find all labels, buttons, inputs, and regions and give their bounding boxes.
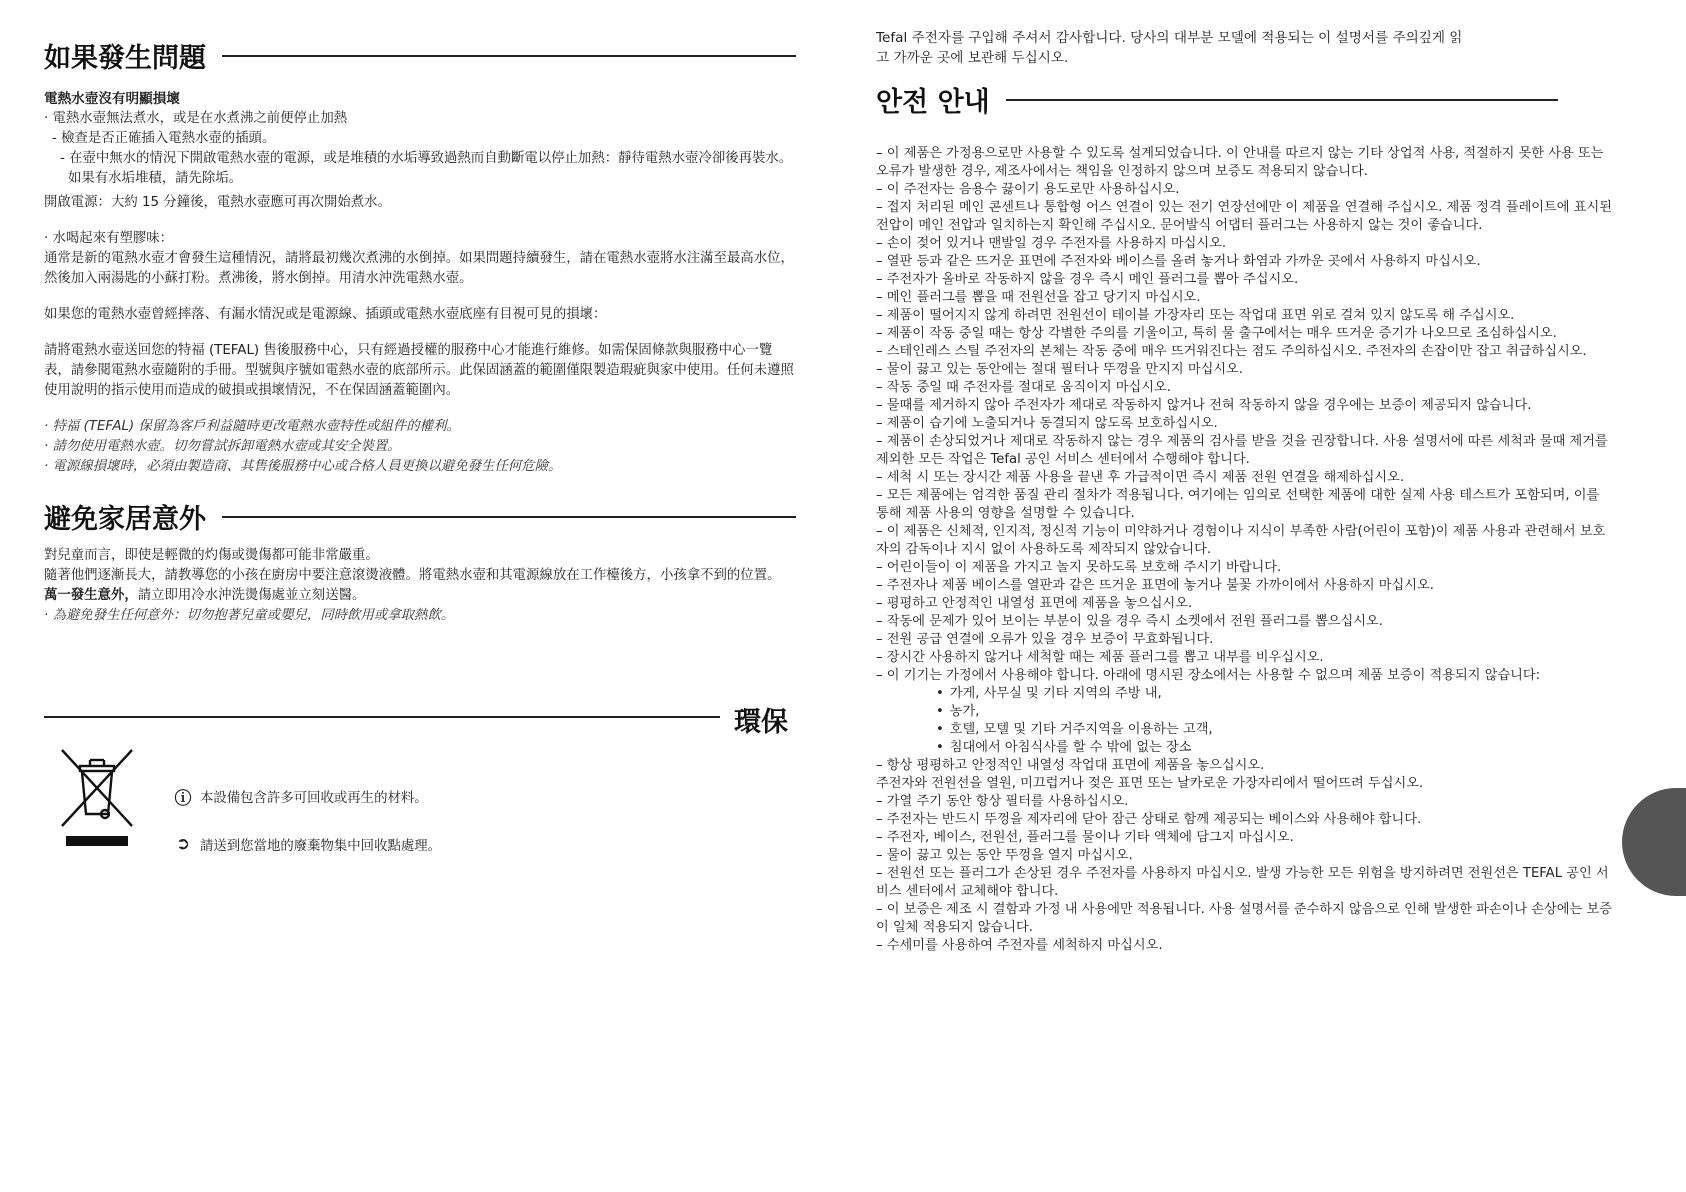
- arrow-right-icon: ➲: [175, 834, 191, 854]
- note: · 請勿使用電熱水壺。切勿嘗試拆卸電熱水壺或其安全裝置。: [44, 439, 401, 454]
- safety-item: – 모든 제품에는 엄격한 품질 관리 절차가 적용됩니다. 여기에는 임의로 선택한 제품에 대한 실제 사용 테스트가 포함되며, 이를 통해 제품 사용의 영향을 설명할 수 있습니다.: [876, 488, 1600, 521]
- left-column: [44, 36, 796, 626]
- safety-item: – 물이 끓고 있는 동안에는 절대 필터나 뚜껑을 만지지 마십시오.: [876, 362, 1243, 377]
- safety-item: – 어린이들이 이 제품을 가지고 놀지 못하도록 보호해 주시기 바랍니다.: [876, 560, 1282, 575]
- safety-item: – 스테인레스 스틸 주전자의 본체는 작동 중에 매우 뜨거워진다는 점도 주의하십시오. 주전자의 손잡이만 잡고 취급하십시오.: [876, 344, 1587, 359]
- bold-lead: 萬一發生意外，: [44, 588, 138, 603]
- safety-list-2: [876, 757, 1616, 955]
- safety-item: – 이 제품은 가정용으로만 사용할 수 있도록 설계되었습니다. 이 안내를 따르지 않는 기타 상업적 사용, 적절하지 못한 사용 또는 오류가 발생한 경우, 제조사에서는 책임을 인정하지 않으며 보증도 적용되지 않습니다.: [876, 146, 1604, 179]
- intro-line: 고 가까운 곳에 보관해 두십시오.: [876, 50, 1069, 66]
- safety-item: – 제품이 작동 중일 때는 항상 각별한 주의를 기울이고, 특히 물 출구에서는 매우 뜨거운 증기가 나오므로 조심하십시오.: [876, 326, 1557, 341]
- intro-line: Tefal 주전자를 구입해 주셔서 감사합니다. 당사의 대부분 모델에 적용되는 이 설명서를 주의깊게 읽: [876, 30, 1463, 46]
- heading-rule: [222, 55, 796, 57]
- location-list: [876, 685, 1616, 757]
- env-title: 環保: [734, 707, 788, 738]
- paragraph: [44, 586, 796, 606]
- note: · 電源線損壞時，必須由製造商、其售後服務中心或合格人員更換以避免發生任何危險。: [44, 459, 562, 474]
- safety-item: 주전자와 전원선을 열원, 미끄럽거나 젖은 표면 또는 날카로운 가장자리에서 떨어뜨려 두십시오.: [876, 776, 1424, 791]
- safety-item: – 물이 끓고 있는 동안 뚜껑을 열지 마십시오.: [876, 848, 1133, 863]
- safety-title: 안전 안내: [876, 87, 990, 118]
- env-recyclable-line: [174, 784, 428, 809]
- location-bullet: • 침대에서 아침식사를 할 수 밖에 없는 장소: [876, 739, 1616, 757]
- info-icon: ⓘ: [174, 789, 192, 809]
- crossed-bin-icon: [60, 748, 134, 846]
- safety-item: – 제품이 떨어지지 않게 하려면 전원선이 테이블 가장자리 또는 작업대 표면 위로 걸쳐 있지 않도록 해 주십시오.: [876, 308, 1515, 323]
- location-bullet: • 가게, 사무실 및 기타 지역의 주방 내,: [876, 685, 1616, 703]
- safety-item: – 작동에 문제가 있어 보이는 부분이 있을 경우 즉시 소켓에서 전원 플러그를 뽑으십시오.: [876, 614, 1383, 629]
- safety-item: – 이 주전자는 음용수 끓이기 용도로만 사용하십시오.: [876, 182, 1180, 197]
- env-text: 請送到您當地的廢棄物集中回收點處理。: [200, 838, 442, 854]
- safety-item: – 주전자나 제품 베이스를 열판과 같은 뜨거운 표면에 놓거나 불꽃 가까이에서 사용하지 마십시오.: [876, 578, 1434, 593]
- safety-item: – 주전자는 반드시 뚜껑을 제자리에 닫아 잠근 상태로 함께 제공되는 베이스와 사용해야 합니다.: [876, 812, 1422, 827]
- safety-item: – 이 기기는 가정에서 사용해야 합니다. 아래에 명시된 장소에서는 사용할 수 없으며 제품 보증이 적용되지 않습니다:: [876, 668, 1541, 683]
- problems-heading: [44, 36, 796, 75]
- safety-item: – 전원 공급 연결에 오류가 있을 경우 보증이 무효화됩니다.: [876, 632, 1214, 647]
- location-bullet: • 농가,: [876, 703, 1616, 721]
- note: · 特福 (TEFAL) 保留為客戶利益隨時更改電熱水壺特性或組件的權利。: [44, 419, 460, 434]
- paragraph: · 電熱水壺無法煮水，或是在水煮沸之前便停止加熱: [44, 111, 348, 126]
- paragraph: 開啟電源：大約 15 分鐘後，電熱水壺應可再次開始煮水。: [44, 195, 391, 210]
- safety-item: – 메인 플러그를 뽑을 때 전원선을 잡고 당기지 마십시오.: [876, 290, 1201, 305]
- safety-item: – 제품이 손상되었거나 제대로 작동하지 않는 경우 제품의 검사를 받을 것을 권장합니다. 사용 설명서에 따른 세척과 물때 제거를 제외한 모든 작업은 Tefal 공인 서비스 센터에서 수행해야 합니다.: [876, 434, 1608, 467]
- safety-item: – 주전자가 올바로 작동하지 않을 경우 즉시 메인 플러그를 뽑아 주십시오.: [876, 272, 1299, 287]
- safety-item: – 주전자, 베이스, 전원선, 플러그를 물이나 기타 액체에 담그지 마십시오.: [876, 830, 1294, 845]
- env-disposal-line: [174, 834, 441, 854]
- safety-item: – 장시간 사용하지 않거나 세척할 때는 제품 플러그를 뽑고 내부를 비우십시오.: [876, 650, 1324, 665]
- accidents-heading: [44, 497, 796, 536]
- paragraph: 通常是新的電熱水壺才會發生這種情況，請將最初幾次煮沸的水倒掉。如果問題持續發生，請在電熱水壺將水注滿至最高水位，然後加入兩湯匙的小蘇打粉。煮沸後，將水倒掉。用清水沖洗電熱水壺。: [44, 251, 794, 286]
- env-text: 本設備包含許多可回收或再生的材料。: [200, 791, 428, 806]
- safety-item: – 제품이 습기에 노출되거나 동결되지 않도록 보호하십시오.: [876, 416, 1218, 431]
- paragraph: 對兒童而言，即使是輕微的灼傷或燙傷都可能非常嚴重。: [44, 548, 379, 563]
- heading-rule: [1006, 99, 1558, 101]
- safety-item: – 접지 처리된 메인 콘센트나 통합형 어스 연결이 있는 전기 연장선에만 이 제품을 연결해 주십시오. 제품 정격 플레이트에 표시된 전압이 메인 전압과 일치하는지 확인해 주십시오. 문어발식 어댑터 플러그는 사용하지 않는 것이 좋습니다.: [876, 200, 1612, 233]
- page-tab: [1622, 788, 1686, 896]
- safety-item: – 전원선 또는 플러그가 손상된 경우 주전자를 사용하지 마십시오. 발생 가능한 모든 위험을 방지하려면 전원선은 TEFAL 공인 서비스 센터에서 교체해야 합니다.: [876, 866, 1609, 899]
- safety-heading: [876, 80, 1558, 119]
- paragraph: · 水喝起來有塑膠味：: [44, 231, 174, 246]
- note: · 為避免發生任何意外：切勿抱著兒童或嬰兒，同時飲用或拿取熱飲。: [44, 608, 455, 623]
- problems-title: 如果發生問題: [44, 43, 206, 74]
- heading-rule: [222, 516, 796, 518]
- safety-item: – 이 제품은 신체적, 인지적, 정신적 기능이 미약하거나 경험이나 지식이 부족한 사람(어린이 포함)이 제품 사용과 관련해서 보호자의 감독이나 지시 없이 사용하도록 제작되지 않았습니다.: [876, 524, 1606, 557]
- safety-item: – 작동 중일 때 주전자를 절대로 움직이지 마십시오.: [876, 380, 1171, 395]
- safety-item: – 이 보증은 제조 시 결함과 가정 내 사용에만 적용됩니다. 사용 설명서를 준수하지 않음으로 인해 발생한 파손이나 손상에는 보증이 일체 적용되지 않습니다.: [876, 902, 1612, 935]
- accidents-title: 避免家居意外: [44, 504, 206, 535]
- paragraph: 請將電熱水壺送回您的特福 (TEFAL) 售後服務中心，只有經過授權的服務中心才能進行維修。如需保固條款與服務中心一覽表，請參閱電熱水壺隨附的手冊。型號與序號如電熱水壺的底部所示。此保固涵蓋的範圍僅限製造瑕疵與家中使用。任何未遵照使用說明的指示使用而造成的破損或損壞情況，不在保固涵蓋範圍內。: [44, 343, 794, 398]
- paragraph: 隨著他們逐漸長大，請教導您的小孩在廚房中要注意滾燙液體。將電熱水壺和其電源線放在工作檯後方，小孩拿不到的位置。: [44, 568, 781, 583]
- paragraph-rest: 請立即用冷水沖洗燙傷處並立刻送醫。: [137, 588, 366, 603]
- paragraph: - 檢查是否正確插入電熱水壺的插頭。: [52, 131, 276, 146]
- location-bullet: • 호텔, 모텔 및 기타 거주지역을 이용하는 고객,: [876, 721, 1616, 739]
- env-rule: [44, 716, 720, 718]
- safety-item: – 평평하고 안정적인 내열성 표면에 제품을 놓으십시오.: [876, 596, 1193, 611]
- right-column: [876, 0, 1616, 955]
- safety-item: – 항상 평평하고 안정적인 내열성 작업대 표면에 제품을 놓으십시오.: [876, 758, 1265, 773]
- safety-list: [876, 145, 1616, 685]
- subheading: 電熱水壺沒有明顯損壞: [44, 91, 180, 107]
- safety-item: – 세척 시 또는 장시간 제품 사용을 끝낸 후 가급적이면 즉시 제품 전원 연결을 해제하십시오.: [876, 470, 1405, 485]
- safety-item: – 열판 등과 같은 뜨거운 표면에 주전자와 베이스를 올려 놓거나 화염과 가까운 곳에서 사용하지 마십시오.: [876, 254, 1481, 269]
- paragraph: - 在壺中無水的情況下開啟電熱水壺的電源，或是堆積的水垢導致過熱而自動斷電以停止加熱：靜待電熱水壺冷卻後再裝水。如果有水垢堆積，請先除垢。: [60, 151, 793, 186]
- safety-item: – 손이 젖어 있거나 맨발일 경우 주전자를 사용하지 마십시오.: [876, 236, 1227, 251]
- safety-item: – 물때를 제거하지 않아 주전자가 제대로 작동하지 않거나 전혀 작동하지 않을 경우에는 보증이 제공되지 않습니다.: [876, 398, 1532, 413]
- paragraph: 如果您的電熱水壺曾經摔落、有漏水情況或是電源線、插頭或電熱水壺底座有目視可見的損壞：: [44, 307, 607, 322]
- safety-item: – 수세미를 사용하여 주전자를 세척하지 마십시오.: [876, 938, 1163, 953]
- safety-item: – 가열 주기 동안 항상 필터를 사용하십시오.: [876, 794, 1129, 809]
